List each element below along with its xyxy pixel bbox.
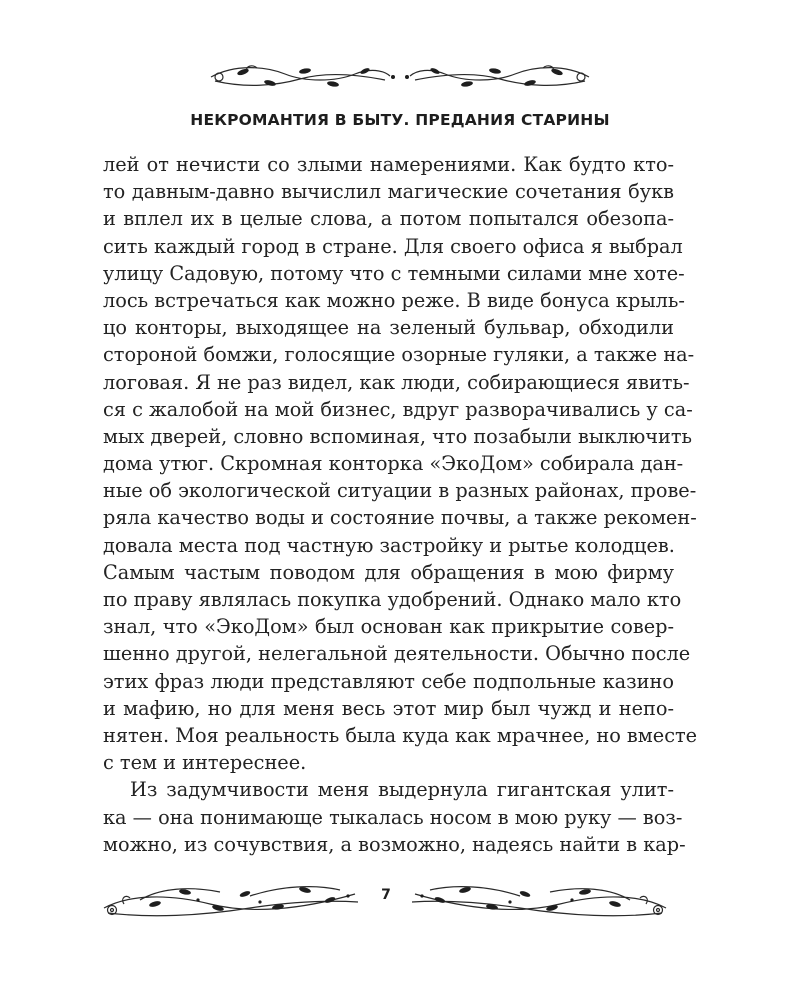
top-ornament [205,62,595,92]
bottom-left-ornament [100,880,362,922]
text-line: логовая. Я не раз видел, как люди, собирающиеся явить- [103,370,690,394]
text-line: ряла качество воды и состояние почвы, а также рекомен- [103,506,697,530]
text-line: ся с жалобой на мой бизнес, вдруг разворачивались у са- [103,397,693,421]
text-line: дома утюг. Скромная конторка «ЭкоДом» собирала дан- [103,452,684,476]
text-line: стороной бомжи, голосящие озорные гуляки, а также на- [103,343,695,367]
paragraph-1 [103,151,698,776]
page-number: 7 [381,887,391,903]
text-line: цо конторы, выходящее на зеленый бульвар, обходили [103,316,674,340]
text-line: Из задумчивости меня выдернула гигантская улит- [130,778,674,802]
text-line: и мафию, но для меня весь этот мир был чужд и непо- [103,696,674,720]
text-line: то давным-давно вычислил магические сочетания букв [103,180,674,204]
running-head: НЕКРОМАНТИЯ В БЫТУ. ПРЕДАНИЯ СТАРИНЫ [190,111,610,129]
bottom-right-ornament [408,880,670,922]
text-line: и вплел их в целые слова, а потом попытался обезопа- [103,207,674,231]
text-line: лось встречаться как можно реже. В виде бонуса крыль- [103,288,685,312]
text-line: Самым частым поводом для обращения в мою фирму [103,560,674,584]
text-line: лей от нечисти со злыми намерениями. Как будто кто- [103,153,674,176]
text-line: знал, что «ЭкоДом» был основан как прикрытие совер- [103,615,674,639]
text-line: довала места под частную застройку и рытье колодцев. [103,533,675,557]
text-line: мых дверей, словно вспоминая, что позабыли выключить [103,424,693,448]
text-line: шенно другой, нелегальной деятельности. Обычно после [103,642,691,666]
text-line: этих фраз люди представляют себе подпольные казино [103,669,674,693]
text-line: ка — она понимающе тыкалась носом в мою руку — воз- [103,805,683,829]
text-line: сить каждый город в стране. Для своего офиса я выбрал [103,234,683,258]
text-line: можно, из сочувствия, а возможно, надеясь найти в кар- [103,832,686,856]
text-line: с тем и интереснее. [103,751,307,775]
paragraph-2 [103,776,686,858]
text-line: улицу Садовую, потому что с темными силами мне хоте- [103,261,685,285]
text-line: нятен. Моя реальность была куда как мрачнее, но вместе [103,723,698,747]
text-line: ные об экологической ситуации в разных районах, прове- [103,479,697,503]
text-line: по праву являлась покупка удобрений. Однако мало кто [103,588,682,611]
body-text [103,151,698,858]
